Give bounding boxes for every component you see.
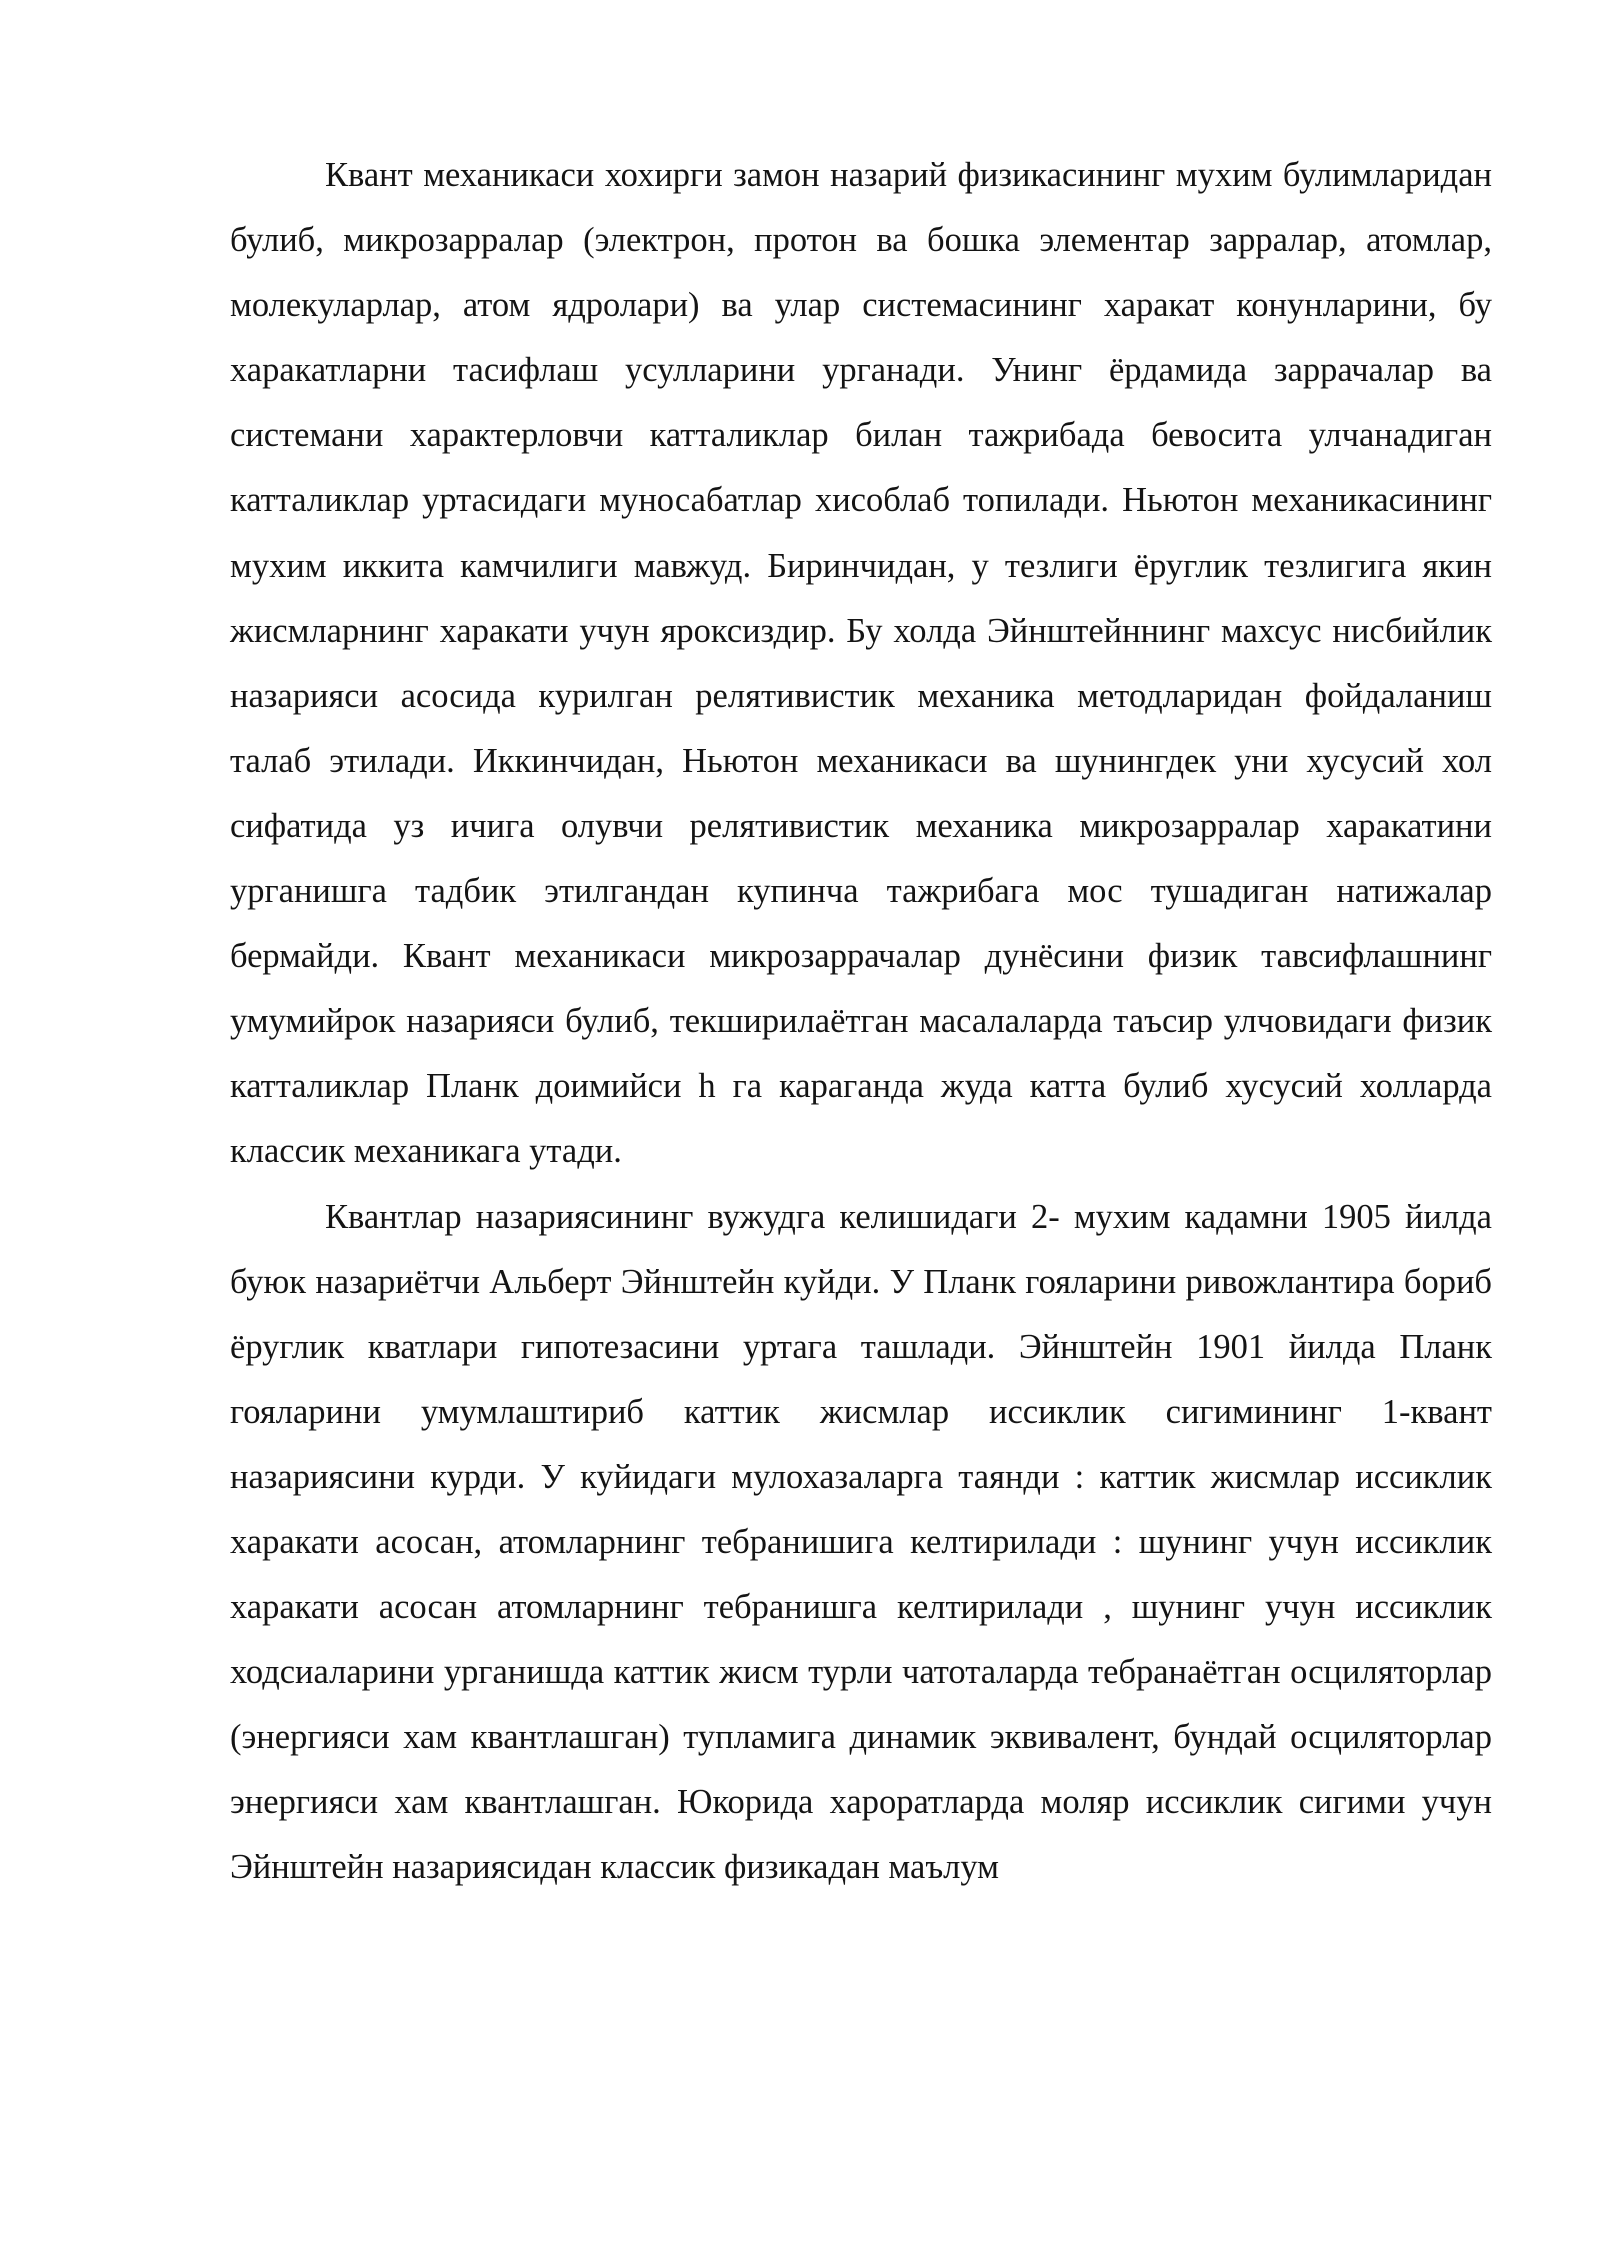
paragraph-quantum-mechanics: Квант механикаси хохирги замон назарий физикасининг мухим булимларидан булиб, микрозарралар (электрон, протон ва бошка элементар зарралар, атомлар, молекуларлар, атом ядролари) ва улар системасининг харакат конунларини, бу харакатларни тасифлаш усулларини урганади. Унинг ёрдамида заррачалар ва системани характерловчи катталиклар билан тажрибада бевосита улчанадиган катталиклар уртасидаги муносабатлар хисоблаб топилади. Ньютон механикасининг мухим иккита камчилиги мавжуд. Биринчидан, у тезлиги ёруглик тезлигига якин жисмларнинг харакати учун яроксиздир. Бу холда Эйнштейннинг махсус нисбийлик назарияси асосида курилган релятивистик механика методларидан фойдаланиш талаб этилади. Иккинчидан, Ньютон механикаси ва шунингдек уни хусусий хол сифатида уз ичига олувчи релятивистик механика микрозарралар харакатини урганишга тадбик этилгандан купинча тажрибага мос тушадиган натижалар бермайди. Квант механикаси микрозаррачалар дунёсини физик тавсифлашнинг умумийрок назарияси булиб, текширилаётган масалаларда таъсир улчовидаги физик катталиклар Планк доимийси h га караганда жуда катта булиб хусусий холларда классик механикага утади. [230, 156, 1492, 1171]
paragraph-einstein-quanta: Квантлар назариясининг вужудга келишидаги 2- мухим кадамни 1905 йилда буюк назариётчи Альберт Эйнштейн куйди. У Планк гояларини ривожлантира бориб ёруглик кватлари гипотезасини уртага ташлади. Эйнштейн 1901 йилда Планк гояларини умумлаштириб каттик жисмлар иссиклик сигимининг 1-квант назариясини курди. У куйидаги мулохазаларга таянди : каттик жисмлар иссиклик харакати асосан, атомларнинг тебранишига келтирилади : шунинг учун иссиклик харакати асосан атомларнинг тебранишга келтирилади , шунинг учун иссиклик ходсиаларини урганишда каттик жисм турли чатоталарда тебранаётган осциляторлар (энергияси хам квантлашган) тупламига динамик эквивалент, бундай осциляторлар энергияси хам квантлашган. Юкорида хароратларда моляр иссиклик сигими учун Эйнштейн назариясидан классик физикадан маълум [230, 1197, 1492, 1887]
document-page [230, 143, 1492, 1901]
